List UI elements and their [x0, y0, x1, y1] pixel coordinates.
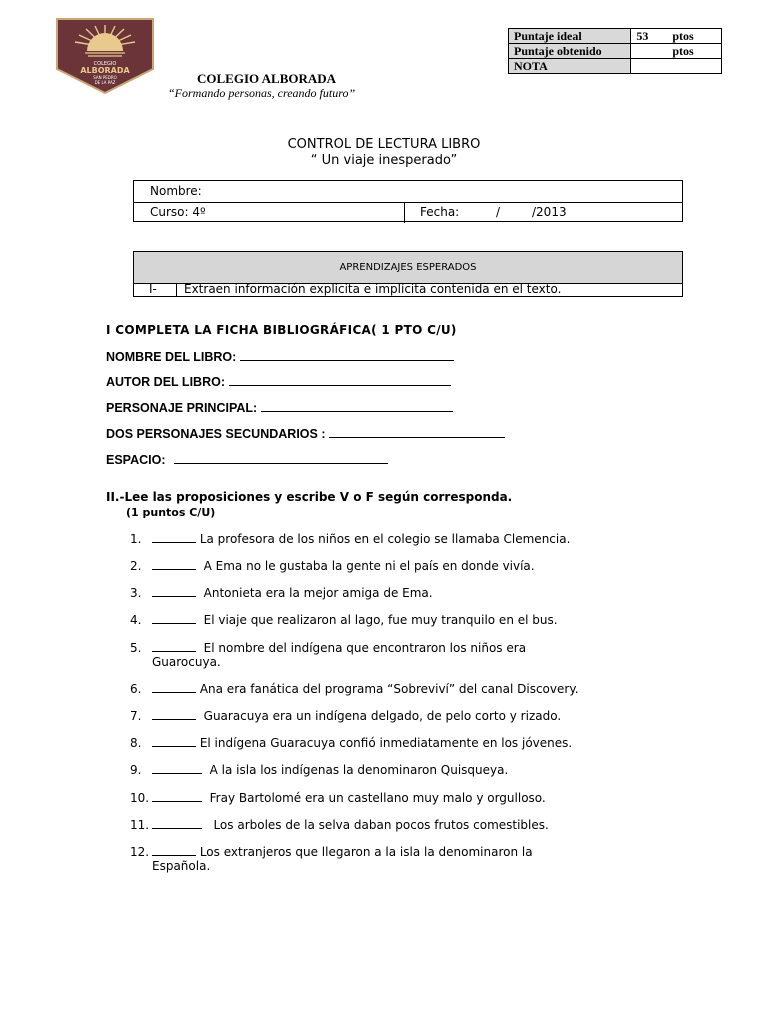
document-subtitle: “ Un viaje inesperado”: [310, 153, 458, 168]
document-title: CONTROL DE LECTURA LIBRO: [287, 137, 481, 152]
school-logo: [55, 17, 155, 95]
answer-blank[interactable]: [152, 763, 202, 774]
field-label: ESPACIO:: [106, 453, 166, 467]
item-number: 10.: [130, 791, 150, 805]
field-personaje-principal: [106, 400, 453, 415]
score-row-obtained: [509, 44, 722, 59]
score-table: [508, 28, 722, 74]
item-number: 12.: [130, 845, 150, 859]
answer-blank[interactable]: [152, 736, 196, 747]
section2-subtitle: (1 puntos C/U): [126, 506, 216, 519]
item-number: 5.: [130, 641, 142, 655]
answer-blank[interactable]: [152, 682, 196, 693]
item-number: 1.: [130, 532, 142, 546]
fecha-separator: /: [496, 205, 501, 219]
logo-text-line3: SAN PEDRO: [93, 75, 117, 80]
item-text: A Ema no le gustaba la gente ni el país en donde vivía.: [203, 559, 535, 573]
item-number: 7.: [130, 709, 142, 723]
curso-label: Curso: 4º: [150, 205, 206, 219]
aprendizaje-row: [134, 283, 682, 296]
item-text: Ana era fanática del programa “Sobreviví” del canal Discovery.: [199, 682, 579, 696]
item-text: El viaje que realizaron al lago, fue muy tranquilo en el bus.: [203, 613, 558, 627]
answer-blank[interactable]: [174, 452, 388, 464]
score-label: Puntaje obtenido: [509, 44, 631, 59]
answer-blank[interactable]: [152, 532, 196, 543]
item-text: Antonieta era la mejor amiga de Ema.: [203, 586, 433, 600]
item-text-continued: Española.: [152, 859, 211, 873]
score-label: Puntaje ideal: [509, 29, 631, 44]
item-text: Los arboles de la selva daban pocos frutos comestibles.: [213, 818, 549, 832]
score-unit: ptos: [672, 44, 694, 58]
score-row-ideal: [509, 29, 722, 44]
answer-blank[interactable]: [152, 791, 202, 802]
answer-blank[interactable]: [329, 426, 505, 438]
field-label: AUTOR DEL LIBRO:: [106, 375, 225, 389]
item-text-continued: Guarocuya.: [152, 655, 221, 669]
field-personajes-secundarios: [106, 426, 505, 441]
school-name: COLEGIO ALBORADA: [197, 71, 337, 86]
field-nombre-libro: [106, 349, 454, 364]
item-text: Fray Bartolomé era un castellano muy malo y orgulloso.: [209, 791, 546, 805]
field-label: DOS PERSONAJES SECUNDARIOS :: [106, 427, 326, 441]
answer-blank[interactable]: [152, 586, 196, 597]
section2-title: II.-Lee las proposiciones y escribe V o F según corresponda.: [106, 490, 513, 504]
fecha-label: Fecha:: [420, 205, 460, 219]
item-text: El nombre del indígena que encontraron los niños era: [203, 641, 527, 655]
aprendizajes-header: APRENDIZAJES ESPERADOS: [134, 252, 682, 284]
item-text: A la isla los indígenas la denominaron Quisqueya.: [209, 763, 509, 777]
score-row-nota: [509, 59, 722, 74]
answer-blank[interactable]: [152, 613, 196, 624]
aprendizajes-table: [133, 251, 683, 297]
item-number: 2.: [130, 559, 142, 573]
item-number: 4.: [130, 613, 142, 627]
logo-text-line4: DE LA PAZ: [94, 80, 116, 85]
item-number: 3.: [130, 586, 142, 600]
fecha-year: /2013: [532, 205, 567, 219]
answer-blank[interactable]: [152, 845, 196, 856]
school-motto: “Formando personas, creando futuro”: [168, 86, 356, 100]
field-espacio: [106, 452, 388, 467]
answer-blank[interactable]: [152, 641, 196, 652]
score-unit: ptos: [672, 29, 694, 43]
item-number: 8.: [130, 736, 142, 750]
answer-blank[interactable]: [261, 400, 453, 412]
item-number: 6.: [130, 682, 142, 696]
answer-blank[interactable]: [152, 559, 196, 570]
item-text: Los extranjeros que llegaron a la isla la denominaron la: [199, 845, 533, 859]
student-info-table: [133, 180, 683, 222]
answer-blank[interactable]: [152, 818, 202, 829]
aprendizaje-text: Extraen información explicita e implícita contenida en el texto.: [184, 282, 562, 296]
answer-blank[interactable]: [152, 709, 196, 720]
field-label: PERSONAJE PRINCIPAL:: [106, 401, 258, 415]
logo-text-line2: ALBORADA: [80, 66, 130, 75]
field-autor-libro: [106, 374, 451, 389]
logo-text-line1: COLEGIO: [93, 61, 117, 67]
nombre-label: Nombre:: [150, 184, 202, 198]
field-label: NOMBRE DEL LIBRO:: [106, 350, 237, 364]
item-text: El indígena Guaracuya confió inmediatamente en los jóvenes.: [199, 736, 573, 750]
section1-title: I COMPLETA LA FICHA BIBLIOGRÁFICA( 1 PTO C/U): [106, 323, 457, 337]
item-text: Guaracuya era un indígena delgado, de pelo corto y rizado.: [203, 709, 562, 723]
score-value: 53: [636, 29, 649, 43]
aprendizaje-number: I-: [149, 282, 157, 296]
score-label: NOTA: [509, 59, 631, 74]
item-number: 11.: [130, 818, 150, 832]
answer-blank[interactable]: [240, 349, 454, 361]
item-number: 9.: [130, 763, 142, 777]
item-text: La profesora de los niños en el colegio se llamaba Clemencia.: [199, 532, 571, 546]
answer-blank[interactable]: [229, 374, 451, 386]
